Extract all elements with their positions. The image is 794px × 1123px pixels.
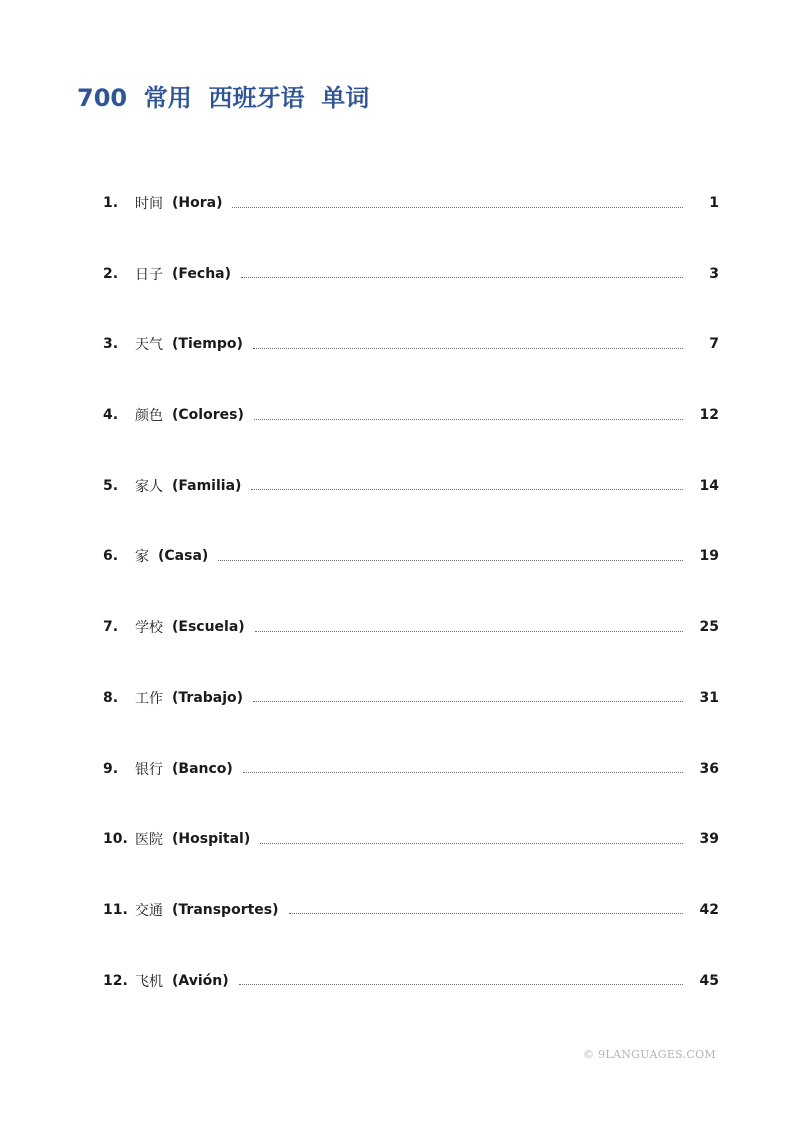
toc-number: 11. <box>103 901 128 918</box>
toc-dot-leader <box>232 207 683 208</box>
toc-dot-leader <box>253 348 683 349</box>
toc-dot-leader <box>243 772 683 773</box>
toc-spanish-title: (Casa) <box>158 548 209 565</box>
toc-chinese-title: 工作 <box>135 690 163 707</box>
toc-number: 2. <box>103 265 119 282</box>
toc-page-number: 19 <box>699 548 719 565</box>
toc-entry-escuela[interactable] <box>103 612 719 642</box>
toc-page-number: 31 <box>699 689 719 706</box>
toc-number: 10. <box>103 831 128 848</box>
toc-number: 7. <box>103 619 119 636</box>
copyright-footer: © 9LANGUAGES.COM <box>583 1048 716 1061</box>
toc-chinese-title: 家 <box>135 549 149 566</box>
toc-number: 5. <box>103 477 119 494</box>
toc-dot-leader <box>289 913 683 914</box>
toc-chinese-title: 交通 <box>135 902 163 919</box>
toc-page-number: 36 <box>699 760 719 777</box>
toc-number: 1. <box>103 195 119 211</box>
toc-page-number: 3 <box>709 265 719 282</box>
toc-chinese-title: 颜色 <box>135 408 163 425</box>
toc-chinese-title: 时间 <box>135 196 163 212</box>
toc-dot-leader <box>254 419 683 420</box>
toc-dot-leader <box>218 560 683 561</box>
toc-entry-tiempo[interactable] <box>103 329 719 359</box>
toc-entry-transportes[interactable] <box>103 895 719 925</box>
toc-entry-colores[interactable] <box>103 400 719 430</box>
toc-page-number: 45 <box>699 972 719 989</box>
toc-spanish-title: (Tiempo) <box>172 336 243 353</box>
toc-spanish-title: (Hora) <box>172 195 223 211</box>
table-of-contents <box>103 188 719 1036</box>
toc-number: 8. <box>103 689 119 706</box>
toc-entry-avion[interactable] <box>103 966 719 996</box>
toc-page-number: 12 <box>699 407 719 424</box>
toc-chinese-title: 飞机 <box>135 973 163 990</box>
toc-dot-leader <box>251 489 683 490</box>
toc-dot-leader <box>255 631 683 632</box>
toc-number: 6. <box>103 548 119 565</box>
toc-page-number: 25 <box>699 619 719 636</box>
toc-chinese-title: 家人 <box>135 478 163 495</box>
toc-entry-casa[interactable] <box>103 541 719 571</box>
toc-entry-banco[interactable] <box>103 754 719 784</box>
toc-page-number: 39 <box>699 831 719 848</box>
toc-page-number: 1 <box>709 195 719 211</box>
toc-entry-familia[interactable] <box>103 471 719 501</box>
toc-chinese-title: 学校 <box>135 620 163 637</box>
toc-entry-hospital[interactable] <box>103 824 719 854</box>
toc-dot-leader <box>260 843 683 844</box>
toc-page-number: 7 <box>709 336 719 353</box>
toc-spanish-title: (Avión) <box>172 972 229 989</box>
toc-page-number: 14 <box>699 477 719 494</box>
toc-number: 4. <box>103 407 119 424</box>
toc-page-number: 42 <box>699 901 719 918</box>
toc-chinese-title: 银行 <box>135 761 163 778</box>
toc-spanish-title: (Colores) <box>172 407 244 424</box>
toc-dot-leader <box>253 701 683 702</box>
toc-number: 12. <box>103 972 128 989</box>
page-title: 700 常用 西班牙语 单词 <box>77 84 370 112</box>
toc-spanish-title: (Familia) <box>172 477 242 494</box>
toc-entry-trabajo[interactable] <box>103 683 719 713</box>
toc-chinese-title: 医院 <box>135 832 163 849</box>
toc-entry-fecha[interactable] <box>103 259 719 289</box>
toc-number: 9. <box>103 760 119 777</box>
toc-dot-leader <box>241 277 683 278</box>
toc-number: 3. <box>103 336 119 353</box>
toc-spanish-title: (Fecha) <box>172 265 232 282</box>
toc-chinese-title: 日子 <box>135 266 163 283</box>
toc-dot-leader <box>239 984 683 985</box>
toc-spanish-title: (Trabajo) <box>172 689 244 706</box>
toc-spanish-title: (Escuela) <box>172 619 245 636</box>
toc-spanish-title: (Banco) <box>172 760 233 777</box>
toc-spanish-title: (Hospital) <box>172 831 251 848</box>
toc-entry-hora[interactable] <box>103 188 719 218</box>
toc-chinese-title: 天气 <box>135 337 163 354</box>
toc-spanish-title: (Transportes) <box>172 901 279 918</box>
